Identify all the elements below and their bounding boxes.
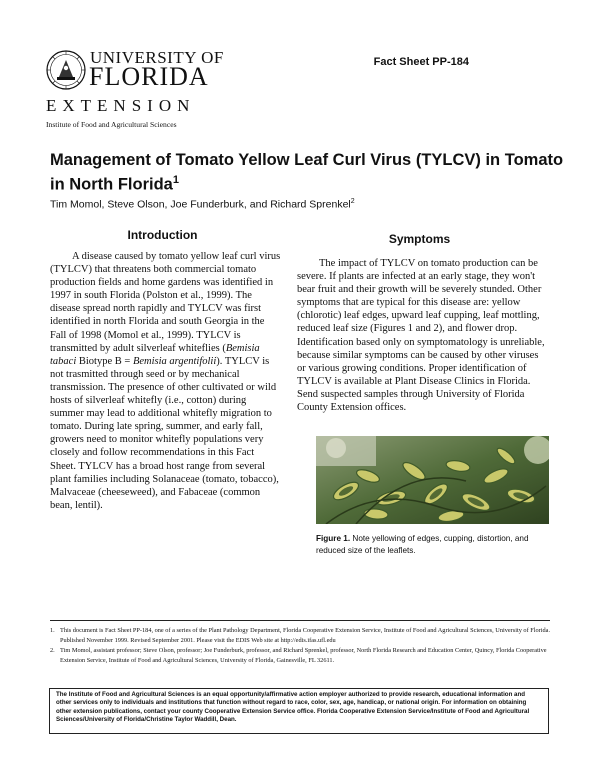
introduction-body [50, 250, 282, 512]
symptoms-paragraph: The impact of TYLCV on tomato production can be severe. If plants are infected at an early stage, they won't bear fruit and their growth will be severely stunded. Other symptoms that are typical for this disease are: yellow (chlorotic) leaf edges, upward leaf cupping, leaf mottling, reduced leaf size (Figures 1 and 2), and flower drop. Identification based only on symptomatology is unreliable, because similar symptoms can be caused by other viruses or various growing conditions. Proper identification of TYLCV is available at Plant Disease Clinics in Florida. Send suspected samples through University of Florida County Extension offices. [297, 258, 545, 414]
fact-sheet-number: Fact Sheet PP-184 [373, 56, 469, 68]
authors-text: Tim Momol, Steve Olson, Joe Funderburk, and Richard Sprenkel [50, 198, 351, 211]
footnote-number: 1. [50, 627, 55, 634]
title-text: Management of Tomato Yellow Leaf Curl Virus (TYLCV) in Tomato in North Florida [50, 151, 564, 194]
figure-label: Figure 1. [316, 534, 351, 543]
university-name-line2: FLORIDA [89, 62, 209, 91]
footnote-2 [50, 646, 556, 665]
footnote-divider [50, 620, 550, 621]
authors-footnote-mark: 2 [350, 198, 355, 205]
intro-species-2: Bemisia argentifolii [132, 355, 217, 367]
footnote-number: 2. [50, 647, 55, 654]
title-footnote-mark: 1 [172, 174, 179, 186]
university-name-line1: UNIVERSITY OF [90, 48, 224, 67]
introduction-heading: Introduction [127, 228, 198, 242]
extension-wordmark: EXTENSION [46, 96, 196, 115]
eeo-statement: The Institute of Food and Agricultural Sciences is an equal opportunity/affirmative action employer authorized to provide research, educational information and other services only to individuals and institutions that function without regard to race, color, sex, age, handicap, or national origin. For information on obtaining other extension publications, contact your county Cooperative Extension Service office. Florida Cooperative Extension Service/Institute of Food and Agricultural Sciences/University of Florida/Christine Taylor Waddill, Dean. [49, 688, 549, 734]
intro-species-1: Bemisia tabaci [50, 342, 260, 367]
intro-text-c: ). TYLCV is not trasmitted through seed or by mechanical transmission. The presence of other cultivated or wild hosts of silverleaf whitefly (i.e., cotton) during summer may lead to additional whitefly migration to tomato. During late spring, summer, and early fall, growers need to monitor whitefly populations very closely and follow recommendations in this Fact Sheet. TYLCV has a broad host range from several plant families including Solanaceae (tomato, tobacco), Malvaceae (cheeseweed), and Fabaceae (common bean, lentil). [50, 355, 279, 511]
introduction-paragraph [50, 250, 282, 512]
document-title [50, 150, 570, 195]
footnote-1 [50, 626, 556, 645]
footnote-text: This document is Fact Sheet PP-184, one of a series of the Plant Pathology Department, Florida Cooperative Extension Service, Institute of Food and Agricultural Sciences, University of Florida. Published November 1999. Revised September 2001. Please visit the EDIS Web site at http://edis.ifas.ufl.edu [60, 627, 551, 644]
symptoms-heading: Symptoms [388, 232, 451, 246]
author-list [50, 195, 570, 212]
intro-text-a: A disease caused by tomato yellow leaf curl virus (TYLCV) that threatens both commercial tomato production fields and home gardens was identified in 1997 in south Florida (Polston et al., 1999). The disease spread north rapidly and TYLCV was first identified in north Florida and south Georgia in the Fall of 1998 (Momol et al., 1999). TYLCV is transmitted by adult silverleaf whiteflies ( [50, 251, 281, 354]
figure-caption-text: Note yellowing of edges, cupping, distortion, and reduced size of the leaflets. [316, 534, 529, 555]
intro-text-b: Biotype B = [76, 355, 133, 367]
figure-1-photo [316, 436, 549, 524]
symptoms-body [297, 257, 548, 414]
figure-1-caption [316, 533, 552, 557]
footnotes [50, 626, 556, 666]
ifas-tagline: Institute of Food and Agricultural Sciences [46, 120, 177, 129]
university-seal-icon [46, 50, 86, 90]
footnote-text: Tim Momol, assistant professor; Steve Olson, professor; Joe Funderburk, professor, and Richard Sprenkel, professor, North Florida Research and Education Center, Quincy, Florida Cooperative Extension Service, Institute of Food and Agricultural Sciences, University of Florida, Gainesville, FL 32611. [60, 647, 547, 664]
